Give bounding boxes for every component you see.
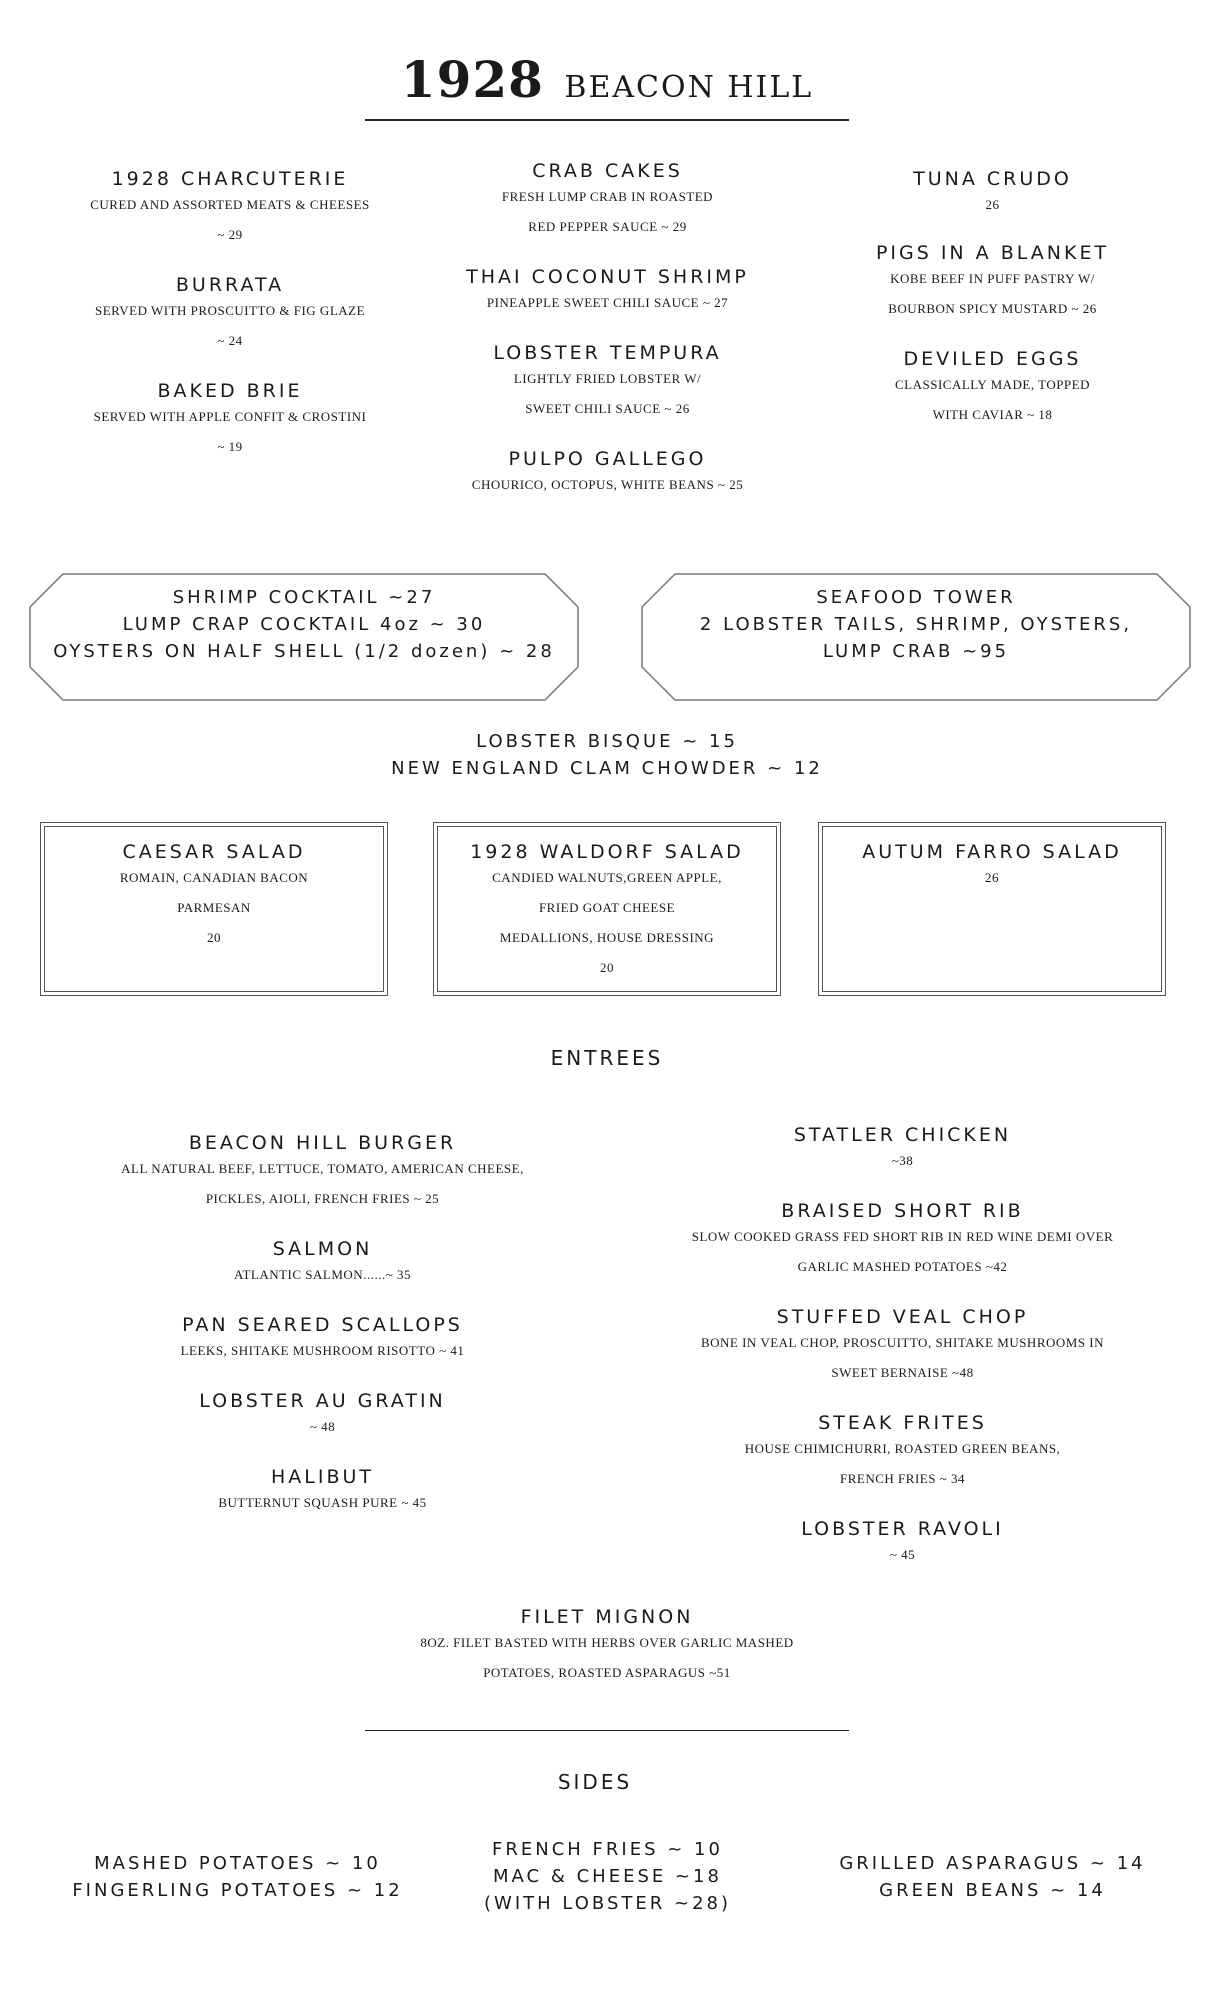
salad-box-caesar	[44, 826, 384, 992]
menu-item	[60, 1132, 585, 1214]
item-price: 20	[600, 960, 614, 975]
item-name: FILET MIGNON	[520, 1606, 694, 1628]
raw-bar-line: LUMP CRAP COCKTAIL 4oz ~ 30	[122, 614, 486, 635]
side-item: (WITH LOBSTER ~28)	[484, 1893, 731, 1914]
item-desc: BONE IN VEAL CHOP, PROSCUITTO, SHITAKE MUSHROOMS IN	[700, 1335, 1105, 1350]
sides-center	[410, 1836, 805, 1917]
item-name: CAESAR SALAD	[122, 841, 306, 863]
item-desc: GARLIC MASHED POTATOES ~42	[797, 1259, 1008, 1274]
item-desc: SWEET BERNAISE ~48	[831, 1365, 974, 1380]
entrees-left-column	[60, 1132, 585, 1518]
sides-right	[795, 1850, 1190, 1904]
item-desc: WITH CAVIAR ~ 18	[932, 407, 1053, 422]
item-name: STUFFED VEAL CHOP	[776, 1306, 1029, 1328]
item-desc: SWEET CHILI SAUCE ~ 26	[525, 401, 690, 416]
side-item: GRILLED ASPARAGUS ~ 14	[839, 1853, 1146, 1874]
raw-bar-line: OYSTERS ON HALF SHELL (1/2 dozen) ~ 28	[53, 641, 555, 662]
item-name: PIGS IN A BLANKET	[875, 242, 1110, 264]
item-desc: ROMAIN, CANADIAN BACON	[119, 870, 309, 885]
item-price: ~ 45	[889, 1547, 916, 1562]
item-desc: KOBE BEEF IN PUFF PASTRY W/	[890, 271, 1095, 286]
item-desc: SLOW COOKED GRASS FED SHORT RIB IN RED WINE DEMI OVER	[691, 1229, 1114, 1244]
entrees-right-column	[640, 1124, 1165, 1570]
item-desc: 8OZ. FILET BASTED WITH HERBS OVER GARLIC MASHED	[420, 1635, 794, 1650]
item-desc: PICKLES, AIOLI, FRENCH FRIES ~ 25	[205, 1191, 440, 1206]
item-name: BEACON HILL BURGER	[188, 1132, 457, 1154]
item-desc: BOURBON SPICY MUSTARD ~ 26	[888, 301, 1097, 316]
menu-item	[640, 1306, 1165, 1388]
item-desc: POTATOES, ROASTED ASPARAGUS ~51	[483, 1665, 731, 1680]
menu-item	[800, 242, 1185, 324]
item-price: ~ 19	[217, 439, 243, 454]
raw-bar-line: SHRIMP COCKTAIL ~27	[172, 587, 436, 608]
item-name: BURRATA	[175, 274, 285, 296]
item-desc: MEDALLIONS, HOUSE DRESSING	[499, 930, 715, 945]
item-price: ~ 24	[217, 333, 243, 348]
menu-item	[640, 1412, 1165, 1494]
menu-item	[60, 1466, 585, 1518]
entree-center-item	[300, 1606, 914, 1688]
menu-item	[415, 266, 800, 318]
raw-bar-line: SEAFOOD TOWER	[816, 587, 1016, 608]
menu-item	[640, 1124, 1165, 1176]
item-name: PULPO GALLEGO	[508, 448, 707, 470]
item-name: LOBSTER AU GRATIN	[199, 1390, 446, 1412]
item-name: BAKED BRIE	[157, 380, 303, 402]
item-desc: CLASSICALLY MADE, TOPPED	[894, 377, 1090, 392]
side-item: MAC & CHEESE ~18	[493, 1866, 722, 1887]
sides-divider	[365, 1730, 849, 1731]
title-number: 1928	[400, 50, 544, 109]
appetizers-right-column	[800, 168, 1185, 430]
item-name: 1928 WALDORF SALAD	[470, 841, 744, 863]
item-desc: LIGHTLY FRIED LOBSTER W/	[513, 371, 702, 386]
item-price: ~38	[891, 1153, 914, 1168]
item-name: TUNA CRUDO	[913, 168, 1072, 190]
appetizers-left-column	[40, 168, 420, 462]
item-desc: SERVED WITH APPLE CONFIT & CROSTINI	[93, 409, 367, 424]
item-name: DEVILED EGGS	[903, 348, 1082, 370]
entrees-heading: ENTREES	[550, 1046, 664, 1070]
item-name: AUTUM FARRO SALAD	[862, 841, 1122, 863]
header-divider	[365, 119, 849, 121]
item-price: 26	[985, 870, 999, 885]
soup-item: LOBSTER BISQUE ~ 15	[476, 731, 738, 752]
raw-bar-line: 2 LOBSTER TAILS, SHRIMP, OYSTERS,	[699, 614, 1133, 635]
sides-heading: SIDES	[557, 1770, 633, 1794]
item-name: HALIBUT	[270, 1466, 375, 1488]
title-name: BEACON HILL	[564, 70, 814, 105]
item-desc: ATLANTIC SALMON......~ 35	[234, 1267, 411, 1282]
item-desc: FRENCH FRIES ~ 34	[840, 1471, 965, 1486]
item-desc: HOUSE CHIMICHURRI, ROASTED GREEN BEANS,	[744, 1441, 1061, 1456]
item-desc: PINEAPPLE SWEET CHILI SAUCE ~ 27	[486, 295, 729, 310]
menu-item	[800, 348, 1185, 430]
item-name: THAI COCONUT SHRIMP	[466, 266, 749, 288]
raw-bar-right	[640, 584, 1192, 665]
side-item: GREEN BEANS ~ 14	[879, 1880, 1106, 1901]
item-desc: RED PEPPER SAUCE ~ 29	[528, 219, 687, 234]
item-price: 26	[985, 197, 1000, 212]
item-name: PAN SEARED SCALLOPS	[182, 1314, 463, 1336]
item-desc: BUTTERNUT SQUASH PURE ~ 45	[218, 1495, 427, 1510]
menu-item	[415, 342, 800, 424]
item-name: LOBSTER TEMPURA	[493, 342, 722, 364]
restaurant-title	[0, 50, 1214, 109]
item-desc: ALL NATURAL BEEF, LETTUCE, TOMATO, AMERICAN CHEESE,	[121, 1161, 524, 1176]
menu-item	[640, 1518, 1165, 1570]
appetizers-center-column	[415, 160, 800, 500]
item-desc: CHOURICO, OCTOPUS, WHITE BEANS ~ 25	[471, 477, 744, 492]
item-name: 1928 CHARCUTERIE	[111, 168, 349, 190]
sides-left	[40, 1850, 435, 1904]
salad-box-farro	[822, 826, 1162, 992]
menu-item	[800, 168, 1185, 220]
raw-bar-left	[28, 584, 580, 665]
item-name: CRAB CAKES	[532, 160, 683, 182]
item-desc: LEEKS, SHITAKE MUSHROOM RISOTTO ~ 41	[180, 1343, 465, 1358]
item-name: LOBSTER RAVOLI	[801, 1518, 1004, 1540]
side-item: FRENCH FRIES ~ 10	[492, 1839, 723, 1860]
menu-item	[60, 1238, 585, 1290]
menu-item	[415, 448, 800, 500]
item-name: BRAISED SHORT RIB	[781, 1200, 1024, 1222]
item-name: SALMON	[272, 1238, 373, 1260]
menu-item	[40, 274, 420, 356]
item-desc: PARMESAN	[177, 900, 251, 915]
menu-item	[415, 160, 800, 242]
menu-item	[60, 1314, 585, 1366]
item-price: ~ 29	[217, 227, 243, 242]
menu-item	[40, 380, 420, 462]
soup-item: NEW ENGLAND CLAM CHOWDER ~ 12	[391, 758, 823, 779]
item-price: 20	[207, 930, 221, 945]
item-desc: FRIED GOAT CHEESE	[538, 900, 676, 915]
side-item: FINGERLING POTATOES ~ 12	[72, 1880, 403, 1901]
salad-box-waldorf	[437, 826, 777, 992]
item-desc: CURED AND ASSORTED MEATS & CHEESES	[90, 197, 370, 212]
item-price: ~ 48	[309, 1419, 336, 1434]
menu-item	[40, 168, 420, 250]
raw-bar-line: LUMP CRAB ~95	[822, 641, 1010, 662]
menu-item	[60, 1390, 585, 1442]
item-name: STATLER CHICKEN	[793, 1124, 1012, 1146]
side-item: MASHED POTATOES ~ 10	[94, 1853, 381, 1874]
item-name: STEAK FRITES	[818, 1412, 987, 1434]
soups	[0, 728, 1214, 782]
item-desc: SERVED WITH PROSCUITTO & FIG GLAZE	[94, 303, 366, 318]
item-desc: FRESH LUMP CRAB IN ROASTED	[501, 189, 714, 204]
item-desc: CANDIED WALNUTS,GREEN APPLE,	[492, 870, 722, 885]
menu-item	[640, 1200, 1165, 1282]
